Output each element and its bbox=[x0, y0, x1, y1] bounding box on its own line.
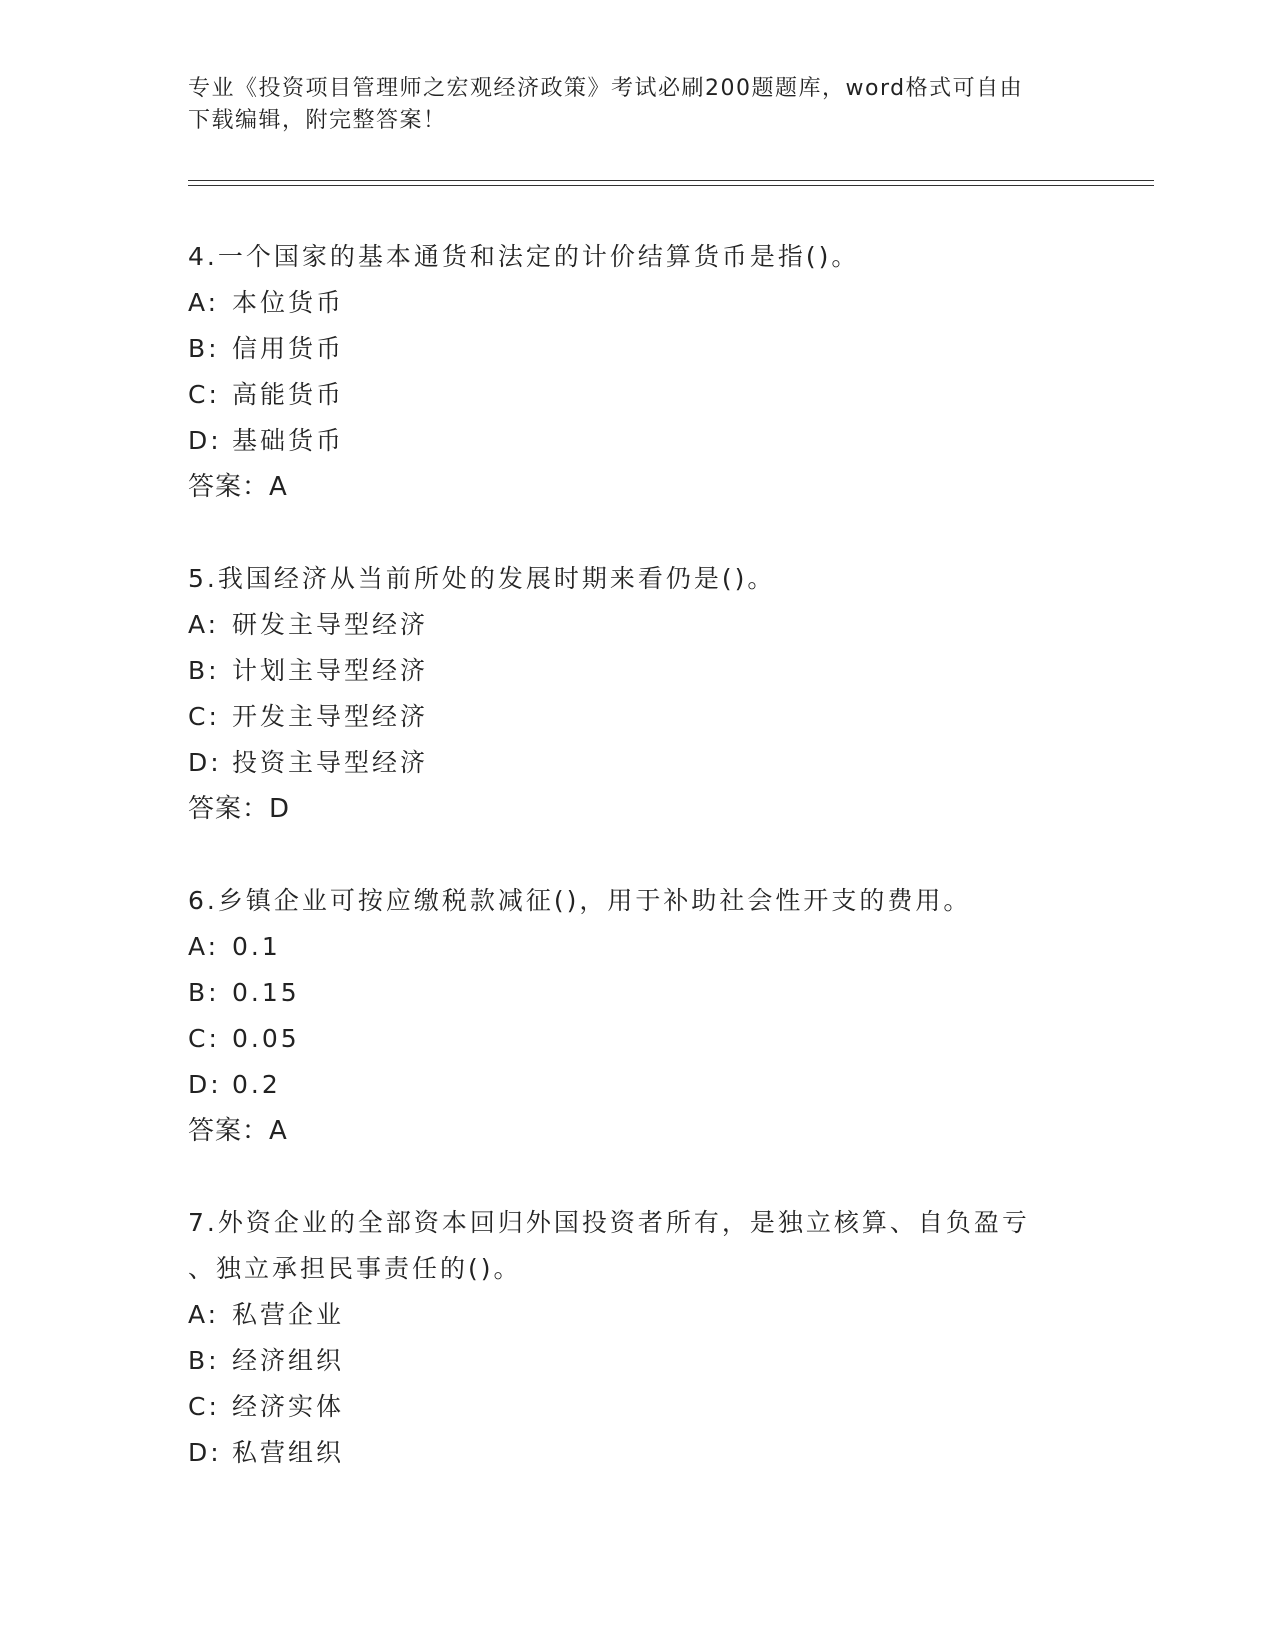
option-text: 研发主导型经济 bbox=[232, 610, 429, 639]
header-title-line-1: 专业《投资项目管理师之宏观经济政策》考试必刷200题题库，word格式可自由 bbox=[188, 76, 1024, 101]
answer-line: 答案：A bbox=[188, 472, 288, 502]
option-letter: D: bbox=[188, 1438, 222, 1467]
option-letter: C: bbox=[188, 380, 220, 409]
option-text: 经济组织 bbox=[232, 1346, 345, 1375]
option-b bbox=[188, 970, 1088, 1016]
option-a bbox=[188, 280, 1088, 326]
option-text: 开发主导型经济 bbox=[232, 702, 429, 731]
option-letter: C: bbox=[188, 702, 220, 731]
option-letter: C: bbox=[188, 1392, 220, 1421]
option-text: 高能货币 bbox=[232, 380, 345, 409]
option-a bbox=[188, 924, 1088, 970]
question-6 bbox=[188, 878, 1088, 1154]
option-letter: A: bbox=[188, 288, 220, 317]
option-text: 私营组织 bbox=[232, 1438, 345, 1467]
option-text: 本位货币 bbox=[232, 288, 345, 317]
option-letter: B: bbox=[188, 1346, 220, 1375]
option-a bbox=[188, 602, 1088, 648]
option-letter: D: bbox=[188, 426, 222, 455]
option-c bbox=[188, 694, 1088, 740]
option-text: 0.2 bbox=[232, 1070, 281, 1099]
option-letter: D: bbox=[188, 748, 222, 777]
option-c bbox=[188, 1384, 1088, 1430]
question-stem-line-1: 7.外资企业的全部资本回归外国投资者所有，是独立核算、自负盈亏 bbox=[188, 1208, 1030, 1237]
answer-line: 答案：A bbox=[188, 1116, 288, 1146]
option-letter: B: bbox=[188, 334, 220, 363]
option-d bbox=[188, 1062, 1088, 1108]
option-text: 0.1 bbox=[232, 932, 281, 961]
question-stem: 4.一个国家的基本通货和法定的计价结算货币是指()。 bbox=[188, 242, 860, 271]
option-letter: B: bbox=[188, 656, 220, 685]
option-c bbox=[188, 372, 1088, 418]
option-b bbox=[188, 326, 1088, 372]
option-d bbox=[188, 1430, 1088, 1476]
header-title-line-2: 下载编辑，附完整答案！ bbox=[188, 108, 447, 133]
option-text: 经济实体 bbox=[232, 1392, 345, 1421]
option-c bbox=[188, 1016, 1088, 1062]
option-text: 0.15 bbox=[232, 978, 300, 1007]
question-stem-line-2: 、独立承担民事责任的()。 bbox=[188, 1254, 522, 1283]
option-letter: C: bbox=[188, 1024, 220, 1053]
question-5 bbox=[188, 556, 1088, 832]
question-7 bbox=[188, 1200, 1088, 1476]
option-text: 0.05 bbox=[232, 1024, 300, 1053]
option-b bbox=[188, 648, 1088, 694]
option-letter: D: bbox=[188, 1070, 222, 1099]
option-text: 私营企业 bbox=[232, 1300, 345, 1329]
question-list bbox=[188, 234, 1088, 1522]
option-letter: A: bbox=[188, 610, 220, 639]
option-d bbox=[188, 418, 1088, 464]
question-stem: 5.我国经济从当前所处的发展时期来看仍是()。 bbox=[188, 564, 776, 593]
option-letter: B: bbox=[188, 978, 220, 1007]
option-d bbox=[188, 740, 1088, 786]
option-text: 信用货币 bbox=[232, 334, 345, 363]
question-4 bbox=[188, 234, 1088, 510]
question-stem: 6.乡镇企业可按应缴税款减征()，用于补助社会性开支的费用。 bbox=[188, 886, 972, 915]
option-letter: A: bbox=[188, 932, 220, 961]
option-a bbox=[188, 1292, 1088, 1338]
option-text: 投资主导型经济 bbox=[232, 748, 429, 777]
option-text: 计划主导型经济 bbox=[232, 656, 429, 685]
option-text: 基础货币 bbox=[232, 426, 345, 455]
answer-line: 答案：D bbox=[188, 794, 291, 824]
option-b bbox=[188, 1338, 1088, 1384]
document-header bbox=[188, 73, 1088, 137]
header-double-rule bbox=[188, 180, 1154, 186]
option-letter: A: bbox=[188, 1300, 220, 1329]
